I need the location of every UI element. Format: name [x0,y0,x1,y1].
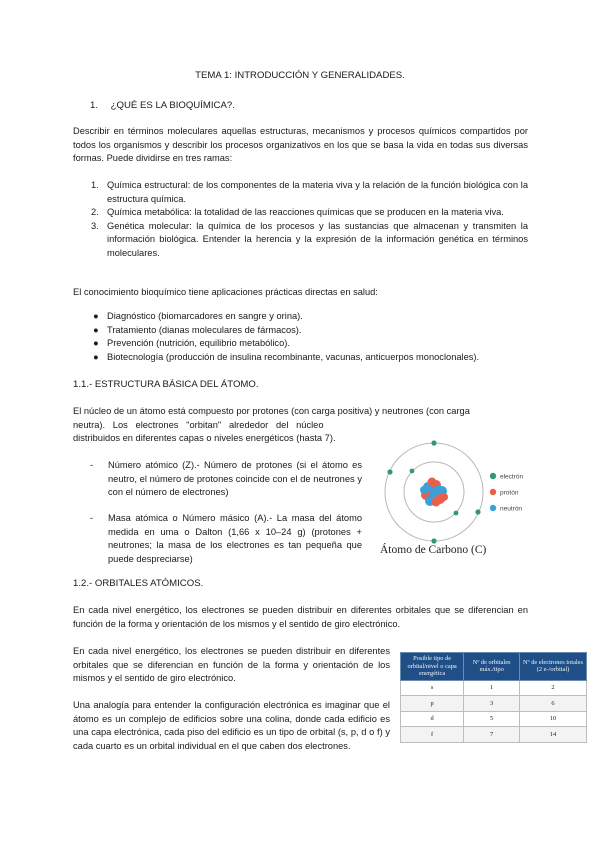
orbital-paragraph-2: En cada nivel energético, los electrones se pueden distribuir en diferentes orbitales que se diferencian en función de la forma y orientación de los mismos y el sentido de giro electrónico. [73,646,390,684]
orbital-paragraph: En cada nivel energético, los electrones se pueden distribuir en diferentes orbitales que se diferencian en función de la forma y orientación de los mismos y el sentido de giro electrónico. [73,605,528,629]
table-cell: p [401,696,464,712]
table-cell: 14 [520,727,587,743]
electron [454,511,459,516]
section-1-1-heading: 1.1.- ESTRUCTURA BÁSICA DEL ÁTOMO. [73,379,259,390]
table-header: Posible tipo de orbital/nivel o capa energética [401,653,464,681]
branch-item-2 [91,206,528,220]
document-title: TEMA 1: INTRODUCCIÓN Y GENERALIDADES. [195,70,405,81]
atom-paragraph-line1: El núcleo de un átomo está compuesto por protones (con carga positiva) y neutrones (con carga [73,406,470,416]
orbitals-table [400,652,587,743]
applications-intro: El conocimiento bioquímico tiene aplicaciones prácticas directas en salud: [73,287,378,297]
section-1-number: 1. [90,100,99,111]
electron [431,440,436,445]
branch-number: 3. [91,220,99,231]
electron [431,538,436,543]
intro-paragraph: Describir en términos moleculares aquellas estructuras, mecanismos y procesos químicos compartidos por todos los organismos y describir los procesos organizativos en los que se basa la vida en todas sus diversas formas. Puede dividirse en tres ramas: [73,126,528,164]
application-item: ● Biotecnología (producción de insulina recombinante, vacunas, anticuerpos monoclonales). [91,351,528,365]
table-header: Nº de orbitales máx./tipo [464,653,520,681]
definition-text: Masa atómica o Número másico (A).- La masa del átomo medida en uma o Dalton (1,66 x 10–24 g) (protones + neutrones; la masa de los electrones es tan pequeña que puede despreciarse) [108,513,362,564]
table-row [401,727,587,743]
table-cell: 2 [520,680,587,696]
application-item: ● Diagnóstico (biomarcadores en sangre y orina). [91,310,528,324]
bullet-icon: ● [93,324,99,335]
electron [387,469,392,474]
branch-item-1 [91,179,528,206]
legend-proton-swatch [490,489,496,495]
atom-paragraph-line2: neutra). Los electrones "orbitan" alrededor del núcleo [73,420,324,430]
table-cell: 7 [464,727,520,743]
table-header: Nº de electrones totales (2 e-/orbital) [520,653,587,681]
table-cell: f [401,727,464,743]
atom-definition-2 [90,512,362,566]
dash-marker: - [90,460,94,470]
section-1-2-heading: 1.2.- ORBITALES ATÓMICOS. [73,578,204,589]
carbon-atom-figure [380,440,530,544]
table-row [401,680,587,696]
application-item: ● Tratamiento (dianas moleculares de fármacos). [91,324,528,338]
table-row [401,711,587,727]
bullet-icon: ● [93,338,99,349]
atom-definition-1 [90,459,362,500]
branch-text: Química estructural: de los componentes de la materia viva y la relación de la función biológica con la estructura química. [107,180,528,204]
application-item: ● Prevención (nutrición, equilibrio metabólico). [91,337,528,351]
table-cell: s [401,680,464,696]
section-1-title: ¿QUÉ ES LA BIOQUÍMICA?. [110,100,235,111]
branches-list [91,179,528,261]
definition-text: Número atómico (Z).- Número de protones (si el átomo es neutro, el número de protones coincide con el de neutrones y con el número de electrones) [108,460,362,498]
branch-number: 2. [91,207,99,218]
branch-item-3 [91,220,528,261]
legend-electron-swatch [490,473,496,479]
analogy-paragraph: Una analogía para entender la configuración electrónica es imaginar que el átomo es un complejo de edificios sobre una colina, donde cada edificio es una capa electrónica, cada piso del edificio es un tipo de orbital (s, p, d o f) y cada cuarto es un orbital individual en el que caben dos electrones. [73,700,390,751]
table-header-row [401,653,587,681]
table-cell: 1 [464,680,520,696]
bullet-icon: ● [93,311,99,321]
table-row [401,696,587,712]
applications-list [91,310,528,364]
table-cell: d [401,711,464,727]
bullet-icon: ● [93,351,99,362]
electron [410,469,415,474]
branch-text: Genética molecular: la química de los procesos y las sustancias que almacenan y transmiten la información biológica. Entender la herencia y la expresión de la información genética en términos moleculares. [107,220,528,258]
table-cell: 3 [464,696,520,712]
branch-text: Química metabólica: la totalidad de las reacciones químicas que se producen en la materia viva. [107,207,504,218]
legend-proton-label: protón [500,489,519,497]
figure-caption: Átomo de Carbono (C) [380,544,487,556]
legend-neutron-label: neutrón [500,505,523,513]
nucleus [420,478,448,507]
table-cell: 5 [464,711,520,727]
branch-number: 1. [91,180,99,190]
section-1-heading [90,100,235,111]
table-cell: 6 [520,696,587,712]
table-cell: 10 [520,711,587,727]
legend-neutron-swatch [490,505,496,511]
dash-marker: - [90,513,94,523]
atom-paragraph-line3: distribuidos en diferentes capas o niveles energéticos (hasta 7). [73,433,336,443]
electron [475,509,480,514]
legend-electron-label: electrón [500,473,524,481]
